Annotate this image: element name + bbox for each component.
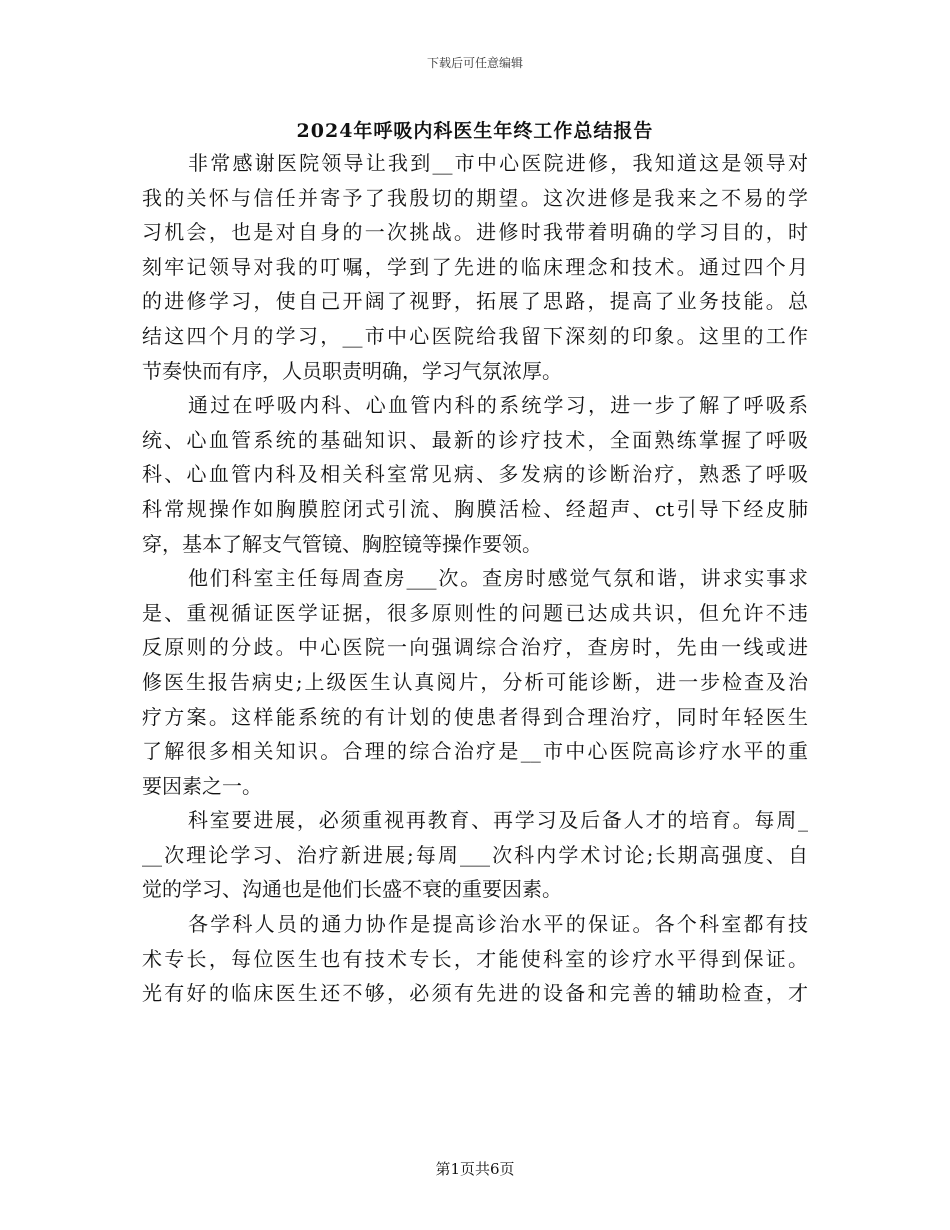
text-line: 穿，基本了解支气管镜、胸腔镜等操作要领。	[142, 531, 542, 556]
text-line: 统、心血管系统的基础知识、最新的诊疗技术，全面熟练掌握了呼吸	[142, 427, 808, 452]
text-line: 要因素之一。	[142, 773, 262, 798]
text-line: __次理论学习、治疗新进展;每周___次科内学术讨论;长期高强度、自	[142, 842, 808, 867]
text-line: 的进修学习，使自己开阔了视野，拓展了思路，提高了业务技能。总	[142, 289, 808, 314]
text-line: 疗方案。这样能系统的有计划的使患者得到合理治疗，同时年轻医生	[142, 704, 808, 729]
text-line: 反原则的分歧。中心医院一向强调综合治疗，查房时，先由一线或进	[142, 635, 808, 660]
text-line: 科室要进展，必须重视再教育、再学习及后备人才的培育。每周_	[188, 808, 808, 833]
text-line: 觉的学习、沟通也是他们长盛不衰的重要因素。	[142, 877, 562, 902]
text-line: 是、重视循证医学证据，很多原则性的问题已达成共识，但允许不违	[142, 600, 808, 625]
text-line: 了解很多相关知识。合理的综合治疗是__市中心医院高诊疗水平的重	[142, 739, 808, 764]
text-line: 修医生报告病史;上级医生认真阅片，分析可能诊断，进一步检查及治	[142, 669, 808, 694]
text-line: 科常规操作如胸膜腔闭式引流、胸膜活检、经超声、ct引导下经皮肺	[142, 496, 808, 521]
text-line: 非常感谢医院领导让我到__市中心医院进修，我知道这是领导对	[188, 151, 808, 175]
text-line: 结这四个月的学习，__市中心医院给我留下深刻的印象。这里的工作	[142, 323, 808, 348]
document-body	[142, 146, 808, 1011]
page-header-note: 下载后可任意编辑	[426, 56, 523, 70]
text-line: 我的关怀与信任并寄予了我殷切的期望。这次进修是我来之不易的学	[142, 185, 808, 210]
text-line: 各学科人员的通力协作是提高诊治水平的保证。各个科室都有技	[188, 912, 808, 937]
text-line: 光有好的临床医生还不够，必须有先进的设备和完善的辅助检查，才	[142, 981, 808, 1006]
page-number: 第1页共6页	[435, 1160, 515, 1178]
text-line: 刻牢记领导对我的叮嘱，学到了先进的临床理念和技术。通过四个月	[142, 254, 808, 279]
text-line: 节奏快而有序，人员职责明确，学习气氛浓厚。	[142, 358, 562, 383]
text-line: 习机会，也是对自身的一次挑战。进修时我带着明确的学习目的，时	[142, 220, 808, 245]
text-line: 术专长，每位医生也有技术专长，才能使科室的诊疗水平得到保证。	[142, 946, 808, 971]
text-line: 他们科室主任每周查房___次。查房时感觉气氛和谐，讲求实事求	[188, 566, 808, 591]
document-title: 2024年呼吸内科医生年终工作总结报告	[296, 120, 654, 142]
text-line: 科、心血管内科及相关科室常见病、多发病的诊断治疗，熟悉了呼吸	[142, 462, 808, 487]
text-line: 通过在呼吸内科、心血管内科的系统学习，进一步了解了呼吸系	[188, 393, 808, 418]
